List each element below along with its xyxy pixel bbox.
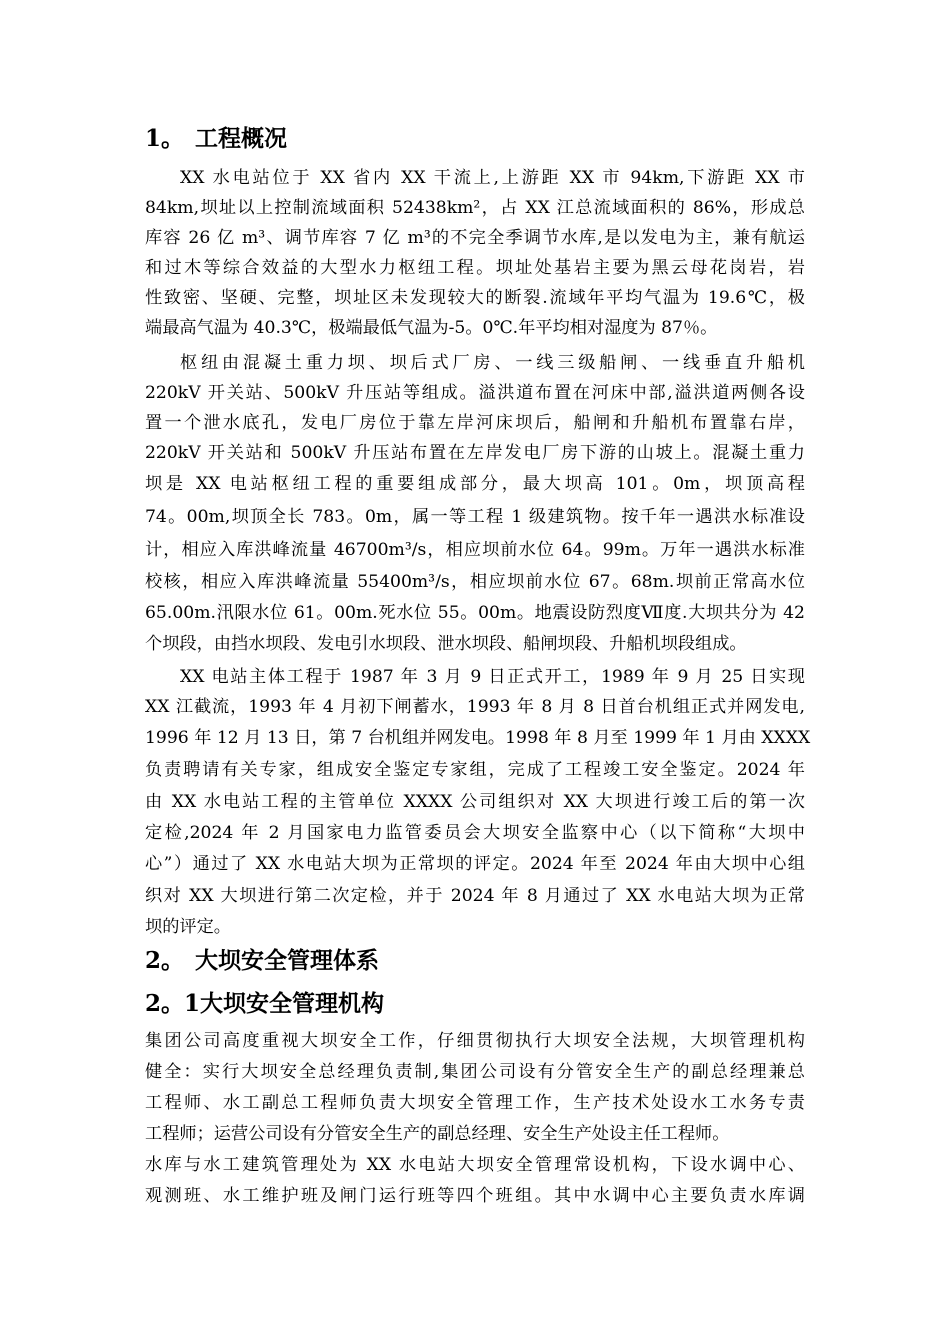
paragraph-line: 定检,2024 年 2 月国家电力监管委员会大坝安全监察中心（以下简称“大坝中: [145, 823, 805, 843]
paragraph-line: 集团公司高度重视大坝安全工作，仔细贯彻执行大坝安全法规，大坝管理机构: [145, 1031, 805, 1051]
paragraph-line: 库容 26 亿 m³、调节库容 7 亿 m³的不完全季调节水库,是以发电为主，兼有航运: [145, 228, 805, 248]
paragraph-line: 水库与水工建筑管理处为 XX 水电站大坝安全管理常设机构，下设水调中心、: [145, 1155, 805, 1175]
paragraph-line: 坝是 XX 电站枢纽工程的重要组成部分，最大坝高 101。0m，坝顶高程: [145, 474, 805, 494]
paragraph-line: XX 江截流，1993 年 4 月初下闸蓄水，1993 年 8 月 8 日首台机组正式并网发电,: [145, 697, 805, 717]
paragraph-line: 负责聘请有关专家，组成安全鉴定专家组，完成了工程竣工安全鉴定。2024 年: [145, 760, 805, 780]
paragraph-line: 织对 XX 大坝进行第二次定检，并于 2024 年 8 月通过了 XX 水电站大坝为正常: [145, 886, 805, 906]
paragraph-line: 65.00m.汛限水位 61。00m.死水位 55。00m。地震设防烈度Ⅶ度.大坝共分为 42: [145, 603, 805, 623]
paragraph-line: XX 水电站位于 XX 省内 XX 干流上,上游距 XX 市 94km,下游距 XX 市: [180, 168, 805, 188]
paragraph-line: 枢纽由混凝土重力坝、坝后式厂房、一线三级船闸、一线垂直升船机: [180, 353, 805, 373]
paragraph-line: 220kV 开关站、500kV 升压站等组成。溢洪道布置在河床中部,溢洪道两侧各设: [145, 383, 805, 403]
section-number: 1。: [145, 125, 185, 152]
paragraph-line: 由 XX 水电站工程的主管单位 XXXX 公司组织对 XX 大坝进行竣工后的第一次: [145, 792, 805, 812]
paragraph-line: 健全：实行大坝安全总经理负责制,集团公司设有分管安全生产的副总经理兼总: [145, 1062, 805, 1082]
section-title: 工程概况: [195, 125, 287, 152]
section-heading-1: [145, 123, 287, 155]
paragraph-line: 84km,坝址以上控制流域面积 52438km²，占 XX 江总流域面积的 86%，形成总: [145, 198, 805, 218]
section-title: 大坝安全管理体系: [195, 947, 379, 974]
paragraph-line: 置一个泄水底孔，发电厂房位于靠左岸河床坝后，船闸和升船机布置靠右岸，: [145, 413, 805, 433]
section-number: 2。1: [145, 990, 201, 1017]
paragraph-line: 220kV 开关站和 500kV 升压站布置在左岸发电厂房下游的山坡上。混凝土重力: [145, 443, 805, 463]
section-number: 2。: [145, 947, 185, 974]
paragraph-line: 校核，相应入库洪峰流量 55400m³/s，相应坝前水位 67。68m.坝前正常高水位: [145, 572, 805, 592]
subsection-heading-2-1: [145, 988, 384, 1020]
paragraph-line: 观测班、水工维护班及闸门运行班等四个班组。其中水调中心主要负责水库调: [145, 1186, 805, 1206]
section-title: 大坝安全管理机构: [200, 990, 385, 1017]
paragraph-line: 1996 年 12 月 13 日，第 7 台机组并网发电。1998 年 8 月至 1999 年 1 月由 XXXX: [145, 728, 811, 748]
paragraph-line: 计，相应入库洪峰流量 46700m³/s，相应坝前水位 64。99m。万年一遇洪水标准: [145, 540, 805, 560]
paragraph-line: 74。00m,坝顶全长 783。0m，属一等工程 1 级建筑物。按千年一遇洪水标准设: [145, 507, 805, 527]
paragraph-line: 工程师、水工副总工程师负责大坝安全管理工作，生产技术处设水工水务专责: [145, 1093, 805, 1113]
paragraph-line: 个坝段，由挡水坝段、发电引水坝段、泄水坝段、船闸坝段、升船机坝段组成。: [145, 634, 747, 654]
paragraph-line: 和过木等综合效益的大型水力枢纽工程。坝址处基岩主要为黑云母花岗岩，岩: [145, 258, 805, 278]
paragraph-line: 工程师；运营公司设有分管安全生产的副总经理、安全生产处设主任工程师。: [145, 1124, 730, 1144]
paragraph-line: 性致密、坚硬、完整，坝址区未发现较大的断裂.流域年平均气温为 19.6℃，极: [145, 288, 805, 308]
section-heading-2: [145, 945, 379, 977]
paragraph-line: 端最高气温为 40.3℃，极端最低气温为-5。0℃.年平均相对湿度为 87％。: [145, 318, 718, 338]
paragraph-line: 坝的评定。: [145, 917, 231, 937]
paragraph-line: XX 电站主体工程于 1987 年 3 月 9 日正式开工，1989 年 9 月 25 日实现: [180, 667, 805, 687]
paragraph-line: 心”）通过了 XX 水电站大坝为正常坝的评定。2024 年至 2024 年由大坝中心组: [145, 854, 805, 874]
